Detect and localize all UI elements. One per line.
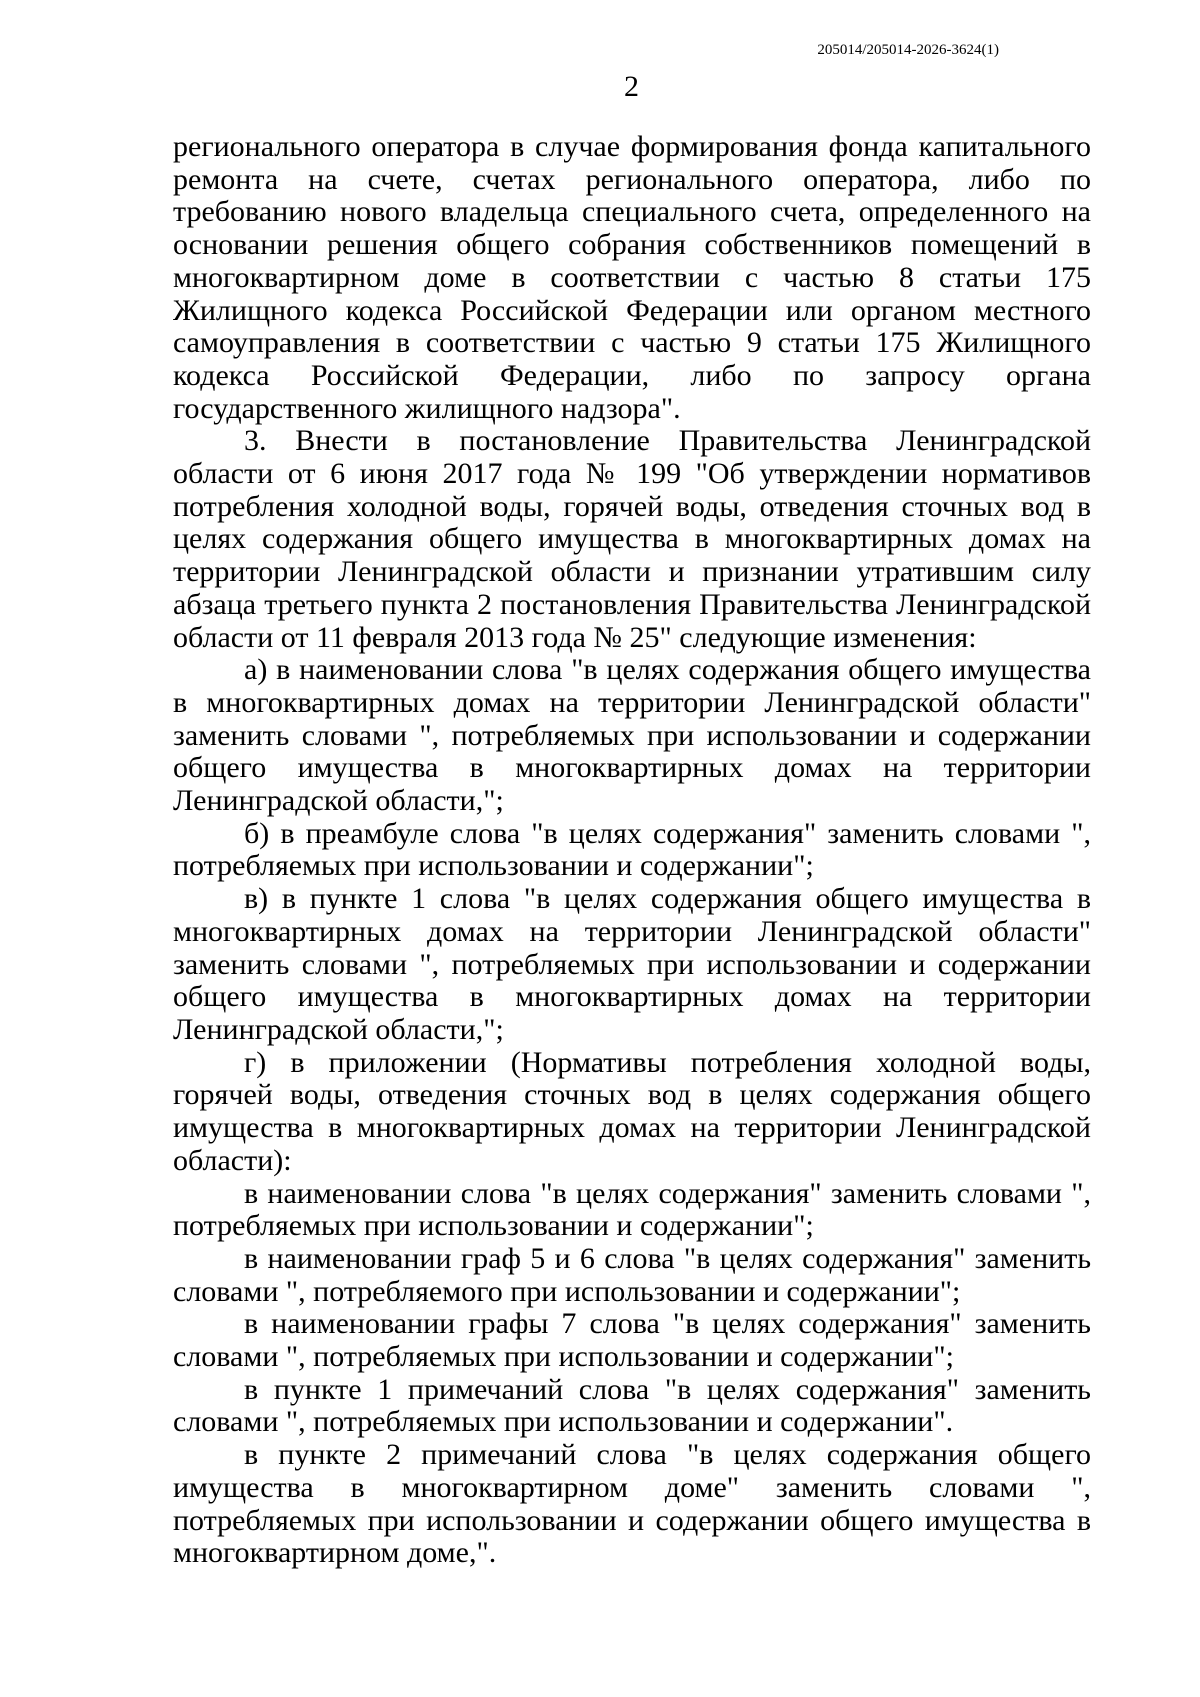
paragraph-subitem-g: г) в приложении (Нормативы потребления холодной воды, горячей воды, отведения сточных вод в целях содержания общего имущества в многоквартирных домах на территории Ленинградской области): [173, 1045, 1091, 1177]
paragraph-appendix-title-change: в наименовании слова "в целях содержания" заменить словами ", потребляемых при использовании и содержании"; [173, 1176, 1091, 1243]
document-registration-number: 205014/205014-2026-3624(1) [817, 42, 999, 58]
paragraph-column-7-change: в наименовании графы 7 слова "в целях содержания" заменить словами ", потребляемых при использовании и содержании"; [173, 1307, 1091, 1374]
paragraph-columns-5-6-change: в наименовании граф 5 и 6 слова "в целях содержания" заменить словами ", потребляемого при использовании и содержании"; [173, 1241, 1091, 1308]
paragraph-subitem-v: в) в пункте 1 слова "в целях содержания общего имущества в многоквартирных домах на территории Ленинградской области" заменить словами ", потребляемых при использовании и содержании общего имущества в многоквартирных домах на территории Ленинградской области,"; [173, 882, 1091, 1046]
page-number: 2 [624, 70, 639, 103]
paragraph-item-3: 3. Внести в постановление Правительства Ленинградской области от 6 июня 2017 года № 199 "Об утверждении нормативов потребления холодной воды, горячей воды, отведения сточных вод в целях содержания общего имущества в многоквартирных домах на территории Ленинградской области и признании утратившим силу абзаца третьего пункта 2 постановления Правительства Ленинградской области от 11 февраля 2013 года № 25" следующие изменения: [173, 424, 1091, 654]
paragraph-continuation: регионального оператора в случае формирования фонда капитального ремонта на счете, счетах регионального оператора, либо по требованию нового владельца специального счета, определенного на основании решения общего собрания собственников помещений в многоквартирном доме в соответствии с частью 8 статьи 175 Жилищного кодекса Российской Федерации или органом местного самоуправления в соответствии с частью 9 статьи 175 Жилищного кодекса Российской Федерации, либо по запросу органа государственного жилищного надзора". [173, 130, 1091, 425]
paragraph-subitem-b: б) в преамбуле слова "в целях содержания" заменить словами ", потребляемых при использовании и содержании"; [173, 816, 1091, 883]
paragraph-note-1-change: в пункте 1 примечаний слова "в целях содержания" заменить словами ", потребляемых при использовании и содержании". [173, 1372, 1091, 1439]
paragraph-note-2-change: в пункте 2 примечаний слова "в целях содержания общего имущества в многоквартирном доме" заменить словами ", потребляемых при использовании и содержании общего имущества в многоквартирном доме,". [173, 1438, 1091, 1570]
document-body [173, 131, 1091, 1570]
paragraph-subitem-a: а) в наименовании слова "в целях содержания общего имущества в многоквартирных домах на территории Ленинградской области" заменить словами ", потребляемых при использовании и содержании общего имущества в многоквартирных домах на территории Ленинградской области,"; [173, 653, 1091, 818]
